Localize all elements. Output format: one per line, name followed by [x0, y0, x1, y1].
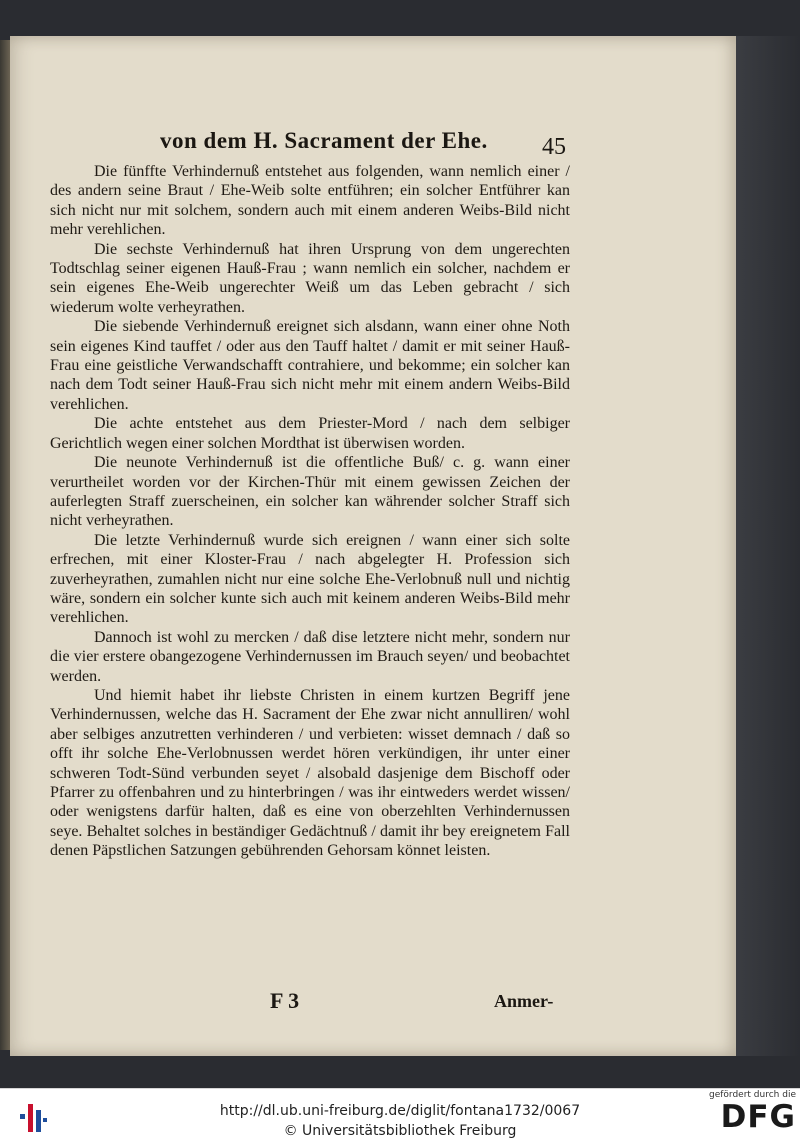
paragraph: Dannoch ist wohl zu mercken / daß dise letztere nicht mehr, sondern nur die vier erstere obangezogene Verhindernussen im Brauch seyen/ und beobachtet werden.: [50, 628, 570, 685]
viewer-footer: [0, 1088, 800, 1145]
running-head: von dem H. Sacrament der Ehe.: [160, 128, 488, 153]
paragraph: Die sechste Verhindernuß hat ihren Ursprung von dem ungerechten Todtschlag seiner eigenen Hauß-Frau ; wann nemlich ein solcher, nachdem er sein eigenes Ehe-Weib ungerechter Weiß um das Leben gebracht / sich wiederum wolte verheyrathen.: [50, 240, 570, 316]
dfg-logo-icon[interactable]: DFG: [720, 1099, 796, 1135]
paragraph: Die letzte Verhindernuß wurde sich ereignen / wann einer sich solte erfrechen, mit einer Kloster-Frau / nach abgelegter H. Profession sich zuverheyrathen, zumahlen nicht nur eine solche Ehe-Verlobnuß null und nichtig wäre, sondern ein solcher kunte sich auch mit keinem anderen Weibs-Bild mehr verehlichen.: [50, 531, 570, 627]
page-edge-left: [0, 40, 10, 1050]
paragraph: Die achte entstehet aus dem Priester-Mord / nach dem selbiger Gerichtlich wegen einer solchen Mordthat ist überwisen worden.: [50, 415, 570, 452]
funding-note: gefördert durch die: [709, 1090, 796, 1100]
page-number: 45: [542, 134, 566, 160]
body-text: [50, 162, 570, 861]
catchword: Anmer-: [494, 991, 554, 1011]
university-library-logo-icon[interactable]: [18, 1098, 48, 1138]
dfg-funding-block: [706, 1090, 796, 1142]
scanned-page: [10, 36, 736, 1056]
permalink-url[interactable]: http://dl.ub.uni-freiburg.de/diglit/fontana1732/0067: [219, 1103, 581, 1119]
paragraph: Die siebende Verhindernuß ereignet sich alsdann, wann einer ohne Noth sein eigenes Kind tauffet / oder aus den Tauff haltet / damit er mit seiner Hauß-Frau eine geistliche Verwandschafft contrahiere, und bekomme; ein solcher kan nach dem Todt seiner Hauß-Frau sich nicht mehr mit einem andern Weibs-Bild verehlichen.: [50, 318, 570, 413]
paragraph: Die fünffte Verhindernuß entstehet aus folgenden, wann nemlich einer / des andern seine Braut / Ehe-Weib solte entführen; ein solcher Entführer kan sich nicht nur mit solchem, sondern auch mit einem anderen Weibs-Bild nicht mehr verehlichen.: [50, 163, 570, 239]
paragraph: Und hiemit habet ihr liebste Christen in einem kurtzen Begriff jene Verhindernussen, welche das H. Sacrament der Ehe zwar nicht annulliren/ wohl aber selbiges anzutretten verhinderen / und verbieten: wisset demnach / daß so offt ihr solche Ehe-Verlobnussen werdet hören verkündigen, ihr unter einer schweren Todt-Sünd verbunden seyet / alsobald dasjenige dem Bischoff oder Pfarrer zu offenbahren und zu hinterbringen / was ihr eintweders werdet wissen/ oder wenigstens darfür halten, daß es eine von oberzehlten Verhindernussen seye. Behaltet solches in beständiger Gedächtnuß / damit ihr bey ereignetem Fall denen Päpstlichen Satzungen gebührenden Gehorsam könnet leisten.: [50, 686, 570, 860]
signature-mark: F 3: [270, 988, 300, 1013]
copyright-notice: © Universitätsbibliothek Freiburg: [283, 1123, 517, 1139]
page-edge-right: [736, 36, 800, 1056]
paragraph: Die neunote Verhindernuß ist die offentliche Buß/ c. g. wann einer verurtheilet worden vor der Kirchen-Thür mit einem gewissen Zeichen der auferlegten Straff zuerscheinen, ein solcher kan währender solcher Straff sich nicht verheyrathen.: [50, 454, 570, 530]
